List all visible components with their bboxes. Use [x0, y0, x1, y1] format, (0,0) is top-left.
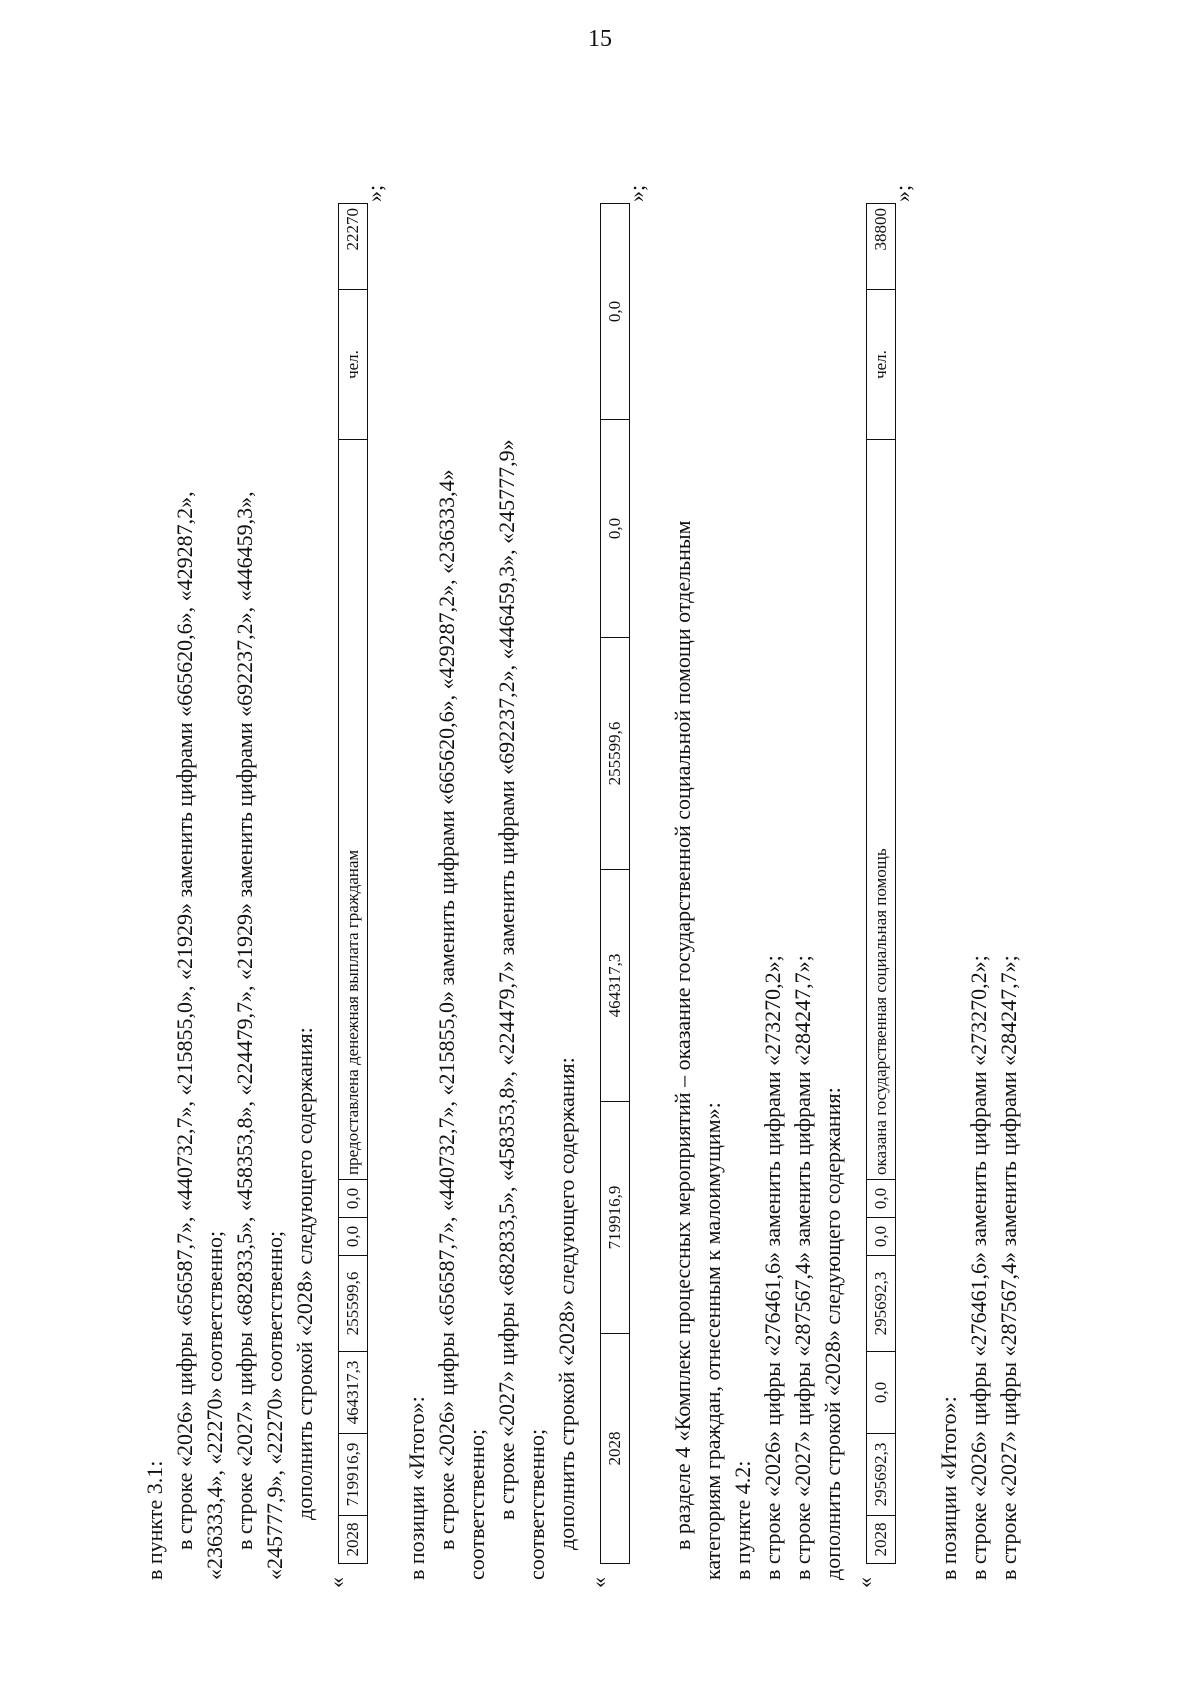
- text-line: в строке «2027» цифры «287567,4» заменить цифрами «284247,7»;: [790, 955, 815, 1580]
- text-line: в строке «2027» цифры «682833,5», «458353,8», «224479,7» заменить цифрами «692237,2», «446459,3», «245777,9»: [494, 439, 519, 1520]
- table-cell: 464317,3: [339, 1352, 368, 1434]
- text-line: в строке «2027» цифры «682833,5», «458353,8», «224479,7», «21929» заменить цифрами «692237,2», «446459,3»,: [232, 491, 257, 1550]
- text-line: в позиции «Итого»:: [404, 1396, 429, 1580]
- table-cell: 464317,3: [601, 870, 630, 1102]
- table-cell: 719916,9: [339, 1434, 368, 1516]
- text-line: в разделе 4 «Комплекс процессных мероприятий – оказание государственной социальной помощи отдельным: [670, 520, 695, 1550]
- close-quote: »;: [362, 184, 387, 202]
- table-cell: 0,0: [867, 1352, 896, 1434]
- text-line: в строке «2026» цифры «276461,6» заменить цифрами «273270,2»;: [760, 955, 785, 1580]
- text-line: соответственно;: [524, 1428, 549, 1580]
- table-cell: 22270: [339, 204, 368, 290]
- table-cell: чел.: [339, 290, 368, 440]
- table-cell: 0,0: [601, 420, 630, 638]
- table-cell: 0,0: [867, 1218, 896, 1256]
- table-cell: 38800: [867, 204, 896, 290]
- table-cell: 0,0: [339, 1218, 368, 1256]
- close-quote: »;: [890, 184, 915, 202]
- text-line: дополнить строкой «2028» следующего содержания:: [292, 1027, 317, 1520]
- table-cell: 0,0: [601, 204, 630, 420]
- table-cell: 295692,3: [867, 1434, 896, 1516]
- open-quote: «: [586, 1577, 611, 1588]
- table-cell: 2028: [339, 1516, 368, 1564]
- table-cell: 2028: [601, 1334, 630, 1564]
- text-line: в пункте 4.2:: [730, 1460, 755, 1580]
- text-line: «236333,4», «22270» соответственно;: [202, 1230, 227, 1580]
- table-cell: чел.: [867, 290, 896, 440]
- text-line: дополнить строкой «2028» следующего содержания:: [820, 1087, 845, 1580]
- close-quote: »;: [624, 184, 649, 202]
- table-row-2028-measure-3-1: [338, 203, 368, 1564]
- table-cell: 295692,3: [867, 1256, 896, 1352]
- document-body: [130, 80, 1200, 1588]
- text-line: «245777,9», «22270» соответственно;: [262, 1230, 287, 1580]
- table-row-2028-measure-4-2: [866, 203, 896, 1564]
- text-line: в строке «2026» цифры «656587,7», «440732,7», «215855,0» заменить цифрами «665620,6», «429287,2», «236333,4»: [434, 469, 459, 1550]
- table-cell: 0,0: [867, 1180, 896, 1218]
- text-line: в позиции «Итого»:: [936, 1396, 961, 1580]
- table-cell: оказана государственная социальная помощь: [867, 440, 896, 1180]
- text-line: в строке «2026» цифры «276461,6» заменить цифрами «273270,2»;: [966, 955, 991, 1580]
- page-number: 15: [588, 26, 612, 52]
- text-line: категориям граждан, отнесенным к малоимущим»:: [700, 1102, 725, 1580]
- table-cell: 2028: [867, 1516, 896, 1564]
- table-row-2028-total-1: [600, 203, 630, 1564]
- text-line: соответственно;: [464, 1428, 489, 1580]
- table-cell: 255599,6: [601, 638, 630, 870]
- text-line: дополнить строкой «2028» следующего содержания:: [554, 1057, 579, 1550]
- table-cell: предоставлена денежная выплата гражданам: [339, 440, 368, 1180]
- table-cell: 719916,9: [601, 1102, 630, 1334]
- text-line: в строке «2026» цифры «656587,7», «440732,7», «215855,0», «21929» заменить цифрами «665620,6», «429287,2»,: [172, 491, 197, 1550]
- open-quote: «: [324, 1577, 349, 1588]
- text-line: в пункте 3.1:: [142, 1460, 167, 1580]
- text-line: в строке «2027» цифры «287567,4» заменить цифрами «284247,7»;: [996, 955, 1021, 1580]
- table-cell: 0,0: [339, 1180, 368, 1218]
- open-quote: «: [852, 1577, 877, 1588]
- table-cell: 255599,6: [339, 1256, 368, 1352]
